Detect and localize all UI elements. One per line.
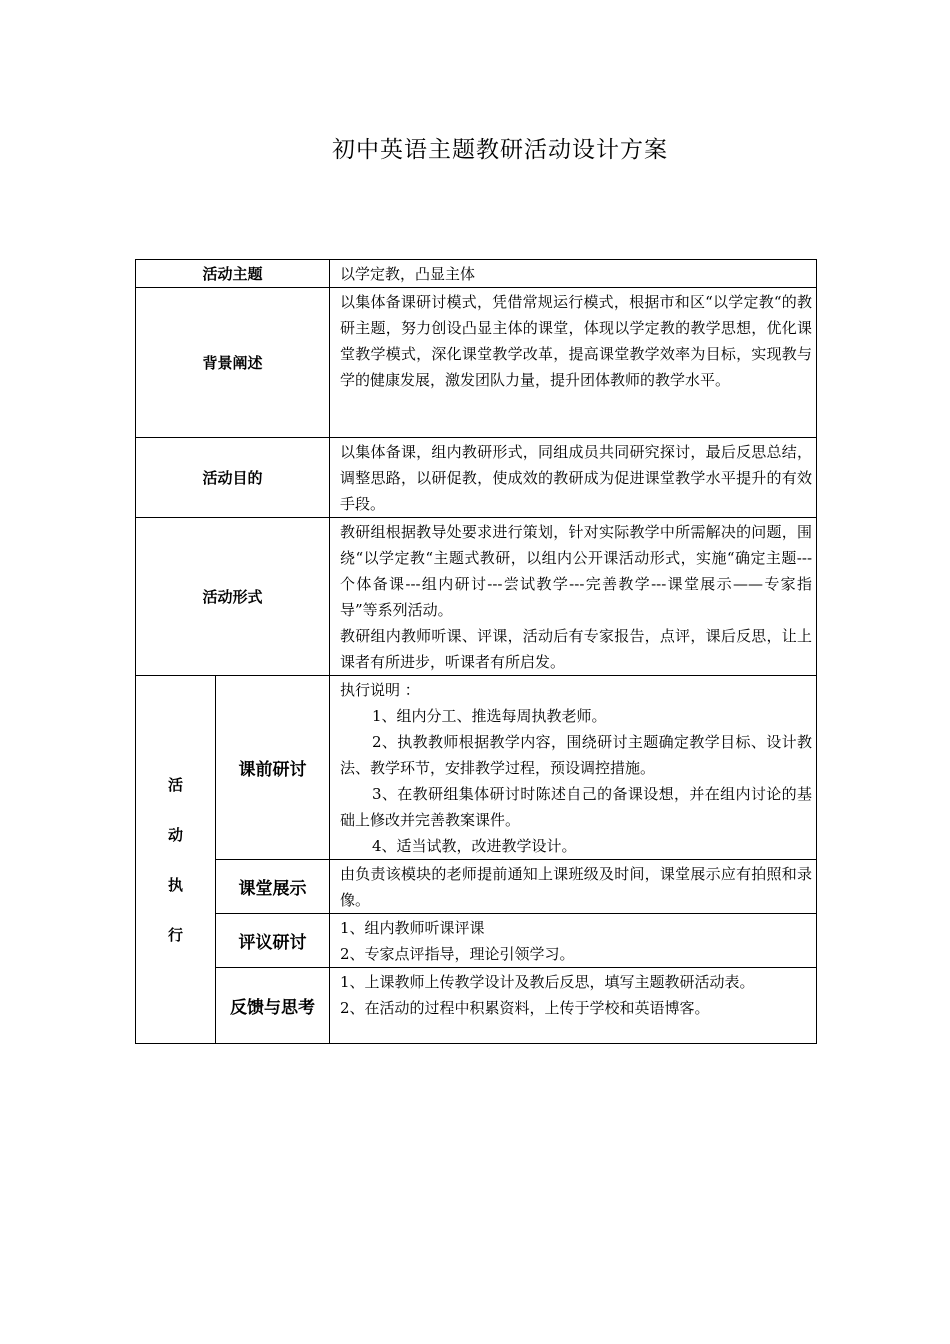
pre-class-item: 3、在教研组集体研讨时陈述自己的备课设想，并在组内讨论的基础上修改并完善教案课件。 [340,785,813,829]
review-item: 1、组内教师听课评课 [340,919,485,937]
content-review [330,914,817,968]
label-pre-class: 课前研讨 [216,676,330,860]
content-showcase: 由负责该模块的老师提前通知上课班级及时间，课堂展示应有拍照和录像。 [330,860,817,914]
execution-char-2: 动 [167,825,183,844]
row-feedback [136,968,817,1044]
execution-char-4: 行 [167,925,183,944]
label-form: 活动形式 [136,518,330,676]
label-theme: 活动主题 [136,260,330,288]
feedback-item: 2、在活动的过程中积累资料，上传于学校和英语博客。 [340,999,710,1017]
row-showcase [136,860,817,914]
label-purpose: 活动目的 [136,438,330,518]
feedback-item: 1、上课教师上传教学设计及教后反思，填写主题教研活动表。 [340,973,755,991]
label-review: 评议研讨 [216,914,330,968]
row-theme [136,260,817,288]
pre-class-item: 1、组内分工、推选每周执教老师。 [372,707,607,725]
row-review [136,914,817,968]
row-form [136,518,817,676]
row-pre-class [136,676,817,860]
activity-plan-table [135,259,817,1044]
content-purpose: 以集体备课，组内教研形式，同组成员共同研究探讨，最后反思总结，调整思路，以研促教，使成效的教研成为促进课堂教学水平提升的有效手段。 [330,438,817,518]
pre-class-item: 2、执教教师根据教学内容，围绕研讨主题确定教学目标、设计教法、教学环节，安排教学过程，预设调控措施。 [340,733,813,777]
content-feedback [330,968,817,1044]
label-showcase: 课堂展示 [216,860,330,914]
execution-char-1: 活 [167,775,183,794]
content-pre-class [330,676,817,860]
form-paragraph-1: 教研组根据教导处要求进行策划，针对实际教学中所需解决的问题，围绕“以学定教“主题式教研，以组内公开课活动形式，实施“确定主题---个体备课---组内研讨---尝试教学---完善教学---课堂展示——专家指导”等系列活动。 [340,523,813,619]
form-paragraph-2: 教研组内教师听课、评课，活动后有专家报告，点评，课后反思，让上课者有所进步，听课者有所启发。 [340,627,813,671]
document-title: 初中英语主题教研活动设计方案 [332,137,668,163]
pre-class-intro: 执行说明 ： [340,681,420,699]
label-background: 背景阐述 [136,288,330,438]
label-execution [136,676,216,1044]
review-item: 2、专家点评指导，理论引领学习。 [340,945,575,963]
content-theme: 以学定教，凸显主体 [330,260,817,288]
content-background: 以集体备课研讨模式，凭借常规运行模式，根据市和区“以学定教“的教研主题，努力创设凸显主体的课堂，体现以学定教的教学思想，优化课堂教学模式，深化课堂教学改革，提高课堂教学效率为目标，实现教与学的健康发展，激发团队力量，提升团体教师的教学水平。 [330,288,817,438]
label-feedback: 反馈与思考 [216,968,330,1044]
execution-char-3: 执 [167,875,183,894]
row-background [136,288,817,438]
content-form [330,518,817,676]
pre-class-item: 4、适当试教，改进教学设计。 [372,837,577,855]
row-purpose [136,438,817,518]
